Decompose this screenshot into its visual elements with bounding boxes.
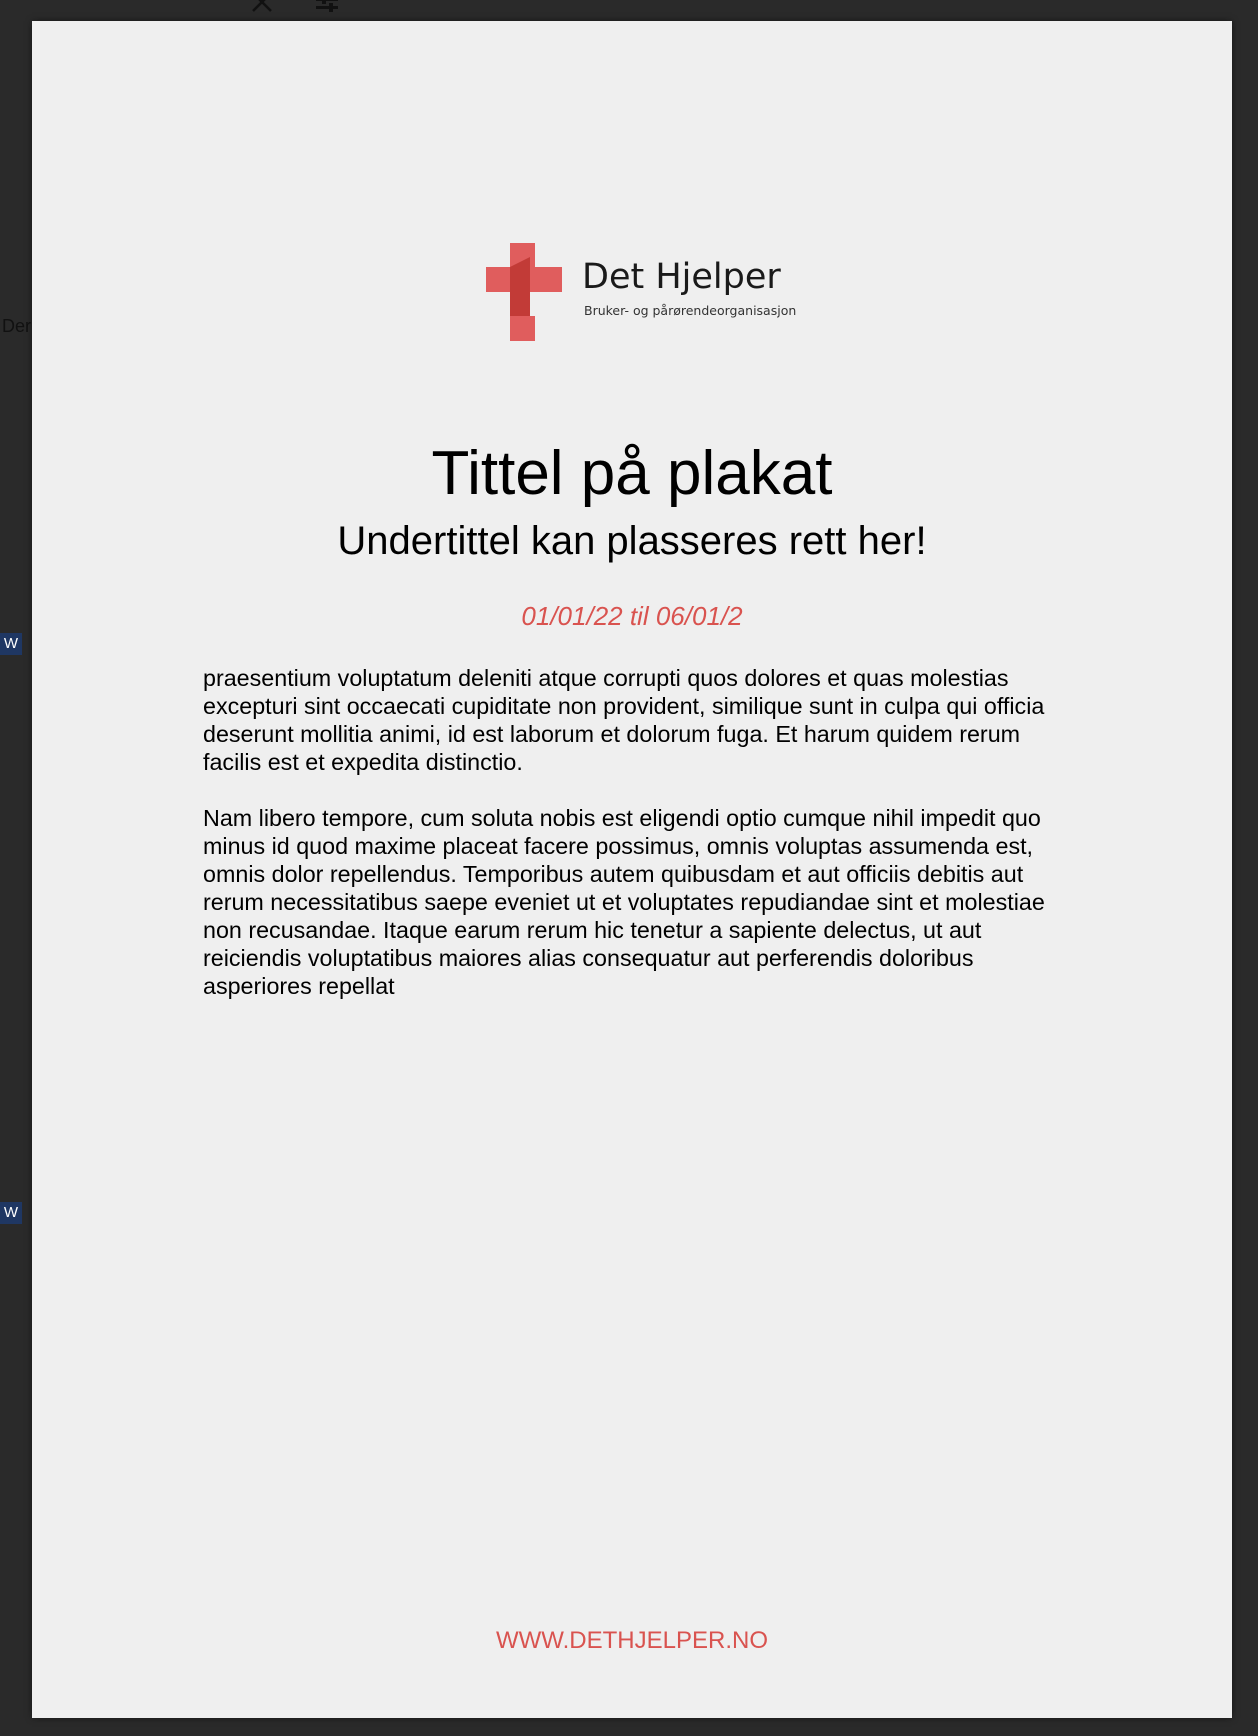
filter-icon[interactable] — [312, 0, 342, 18]
poster-page — [32, 21, 1232, 1718]
footer-url: WWW.DETHJELPER.NO — [495, 1627, 768, 1654]
logo-name: Det Hjelper — [582, 257, 781, 297]
date-range: 01/01/22 til 06/01/2 — [521, 601, 743, 631]
paragraph: Nam libero tempore, cum soluta nobis est eligendi optio cumque nihil impedit quo minus id quod maxime placeat facere possimus, omnis voluptas assumenda est, omnis dolor repellendus. Temporibus autem quibusdam et aut officiis debitis aut rerum necessitatibus saepe eveniet ut et voluptates repudiandae sint et molestiae non recusandae. Itaque earum rerum hic tenetur a sapiente delectus, ut aut reiciendis voluptatibus maiores alias consequatur aut perferendis doloribus asperiores repellat — [203, 805, 1045, 999]
logo-tagline: Bruker- og pårørendeorganisasjon — [584, 303, 797, 318]
poster-subtitle: Undertittel kan plasseres rett her! — [337, 519, 927, 563]
word-file-badge[interactable]: W — [0, 1202, 22, 1224]
background-doc-label: Der — [2, 316, 32, 336]
close-icon[interactable] — [250, 0, 274, 14]
red-cross-logo-icon — [486, 243, 562, 341]
word-file-badge[interactable]: W — [0, 633, 22, 655]
paragraph: praesentium voluptatum deleniti atque corrupti quos dolores et quas molestias excepturi sint occaecati cupiditate non provident, similique sunt in culpa qui officia deserunt mollitia animi, id est laborum et dolorum fuga. Et harum quidem rerum facilis est et expedita distinctio. — [203, 665, 1045, 775]
poster-title: Tittel på plakat — [431, 439, 833, 508]
logo — [486, 243, 806, 343]
body-text — [203, 664, 1083, 1028]
